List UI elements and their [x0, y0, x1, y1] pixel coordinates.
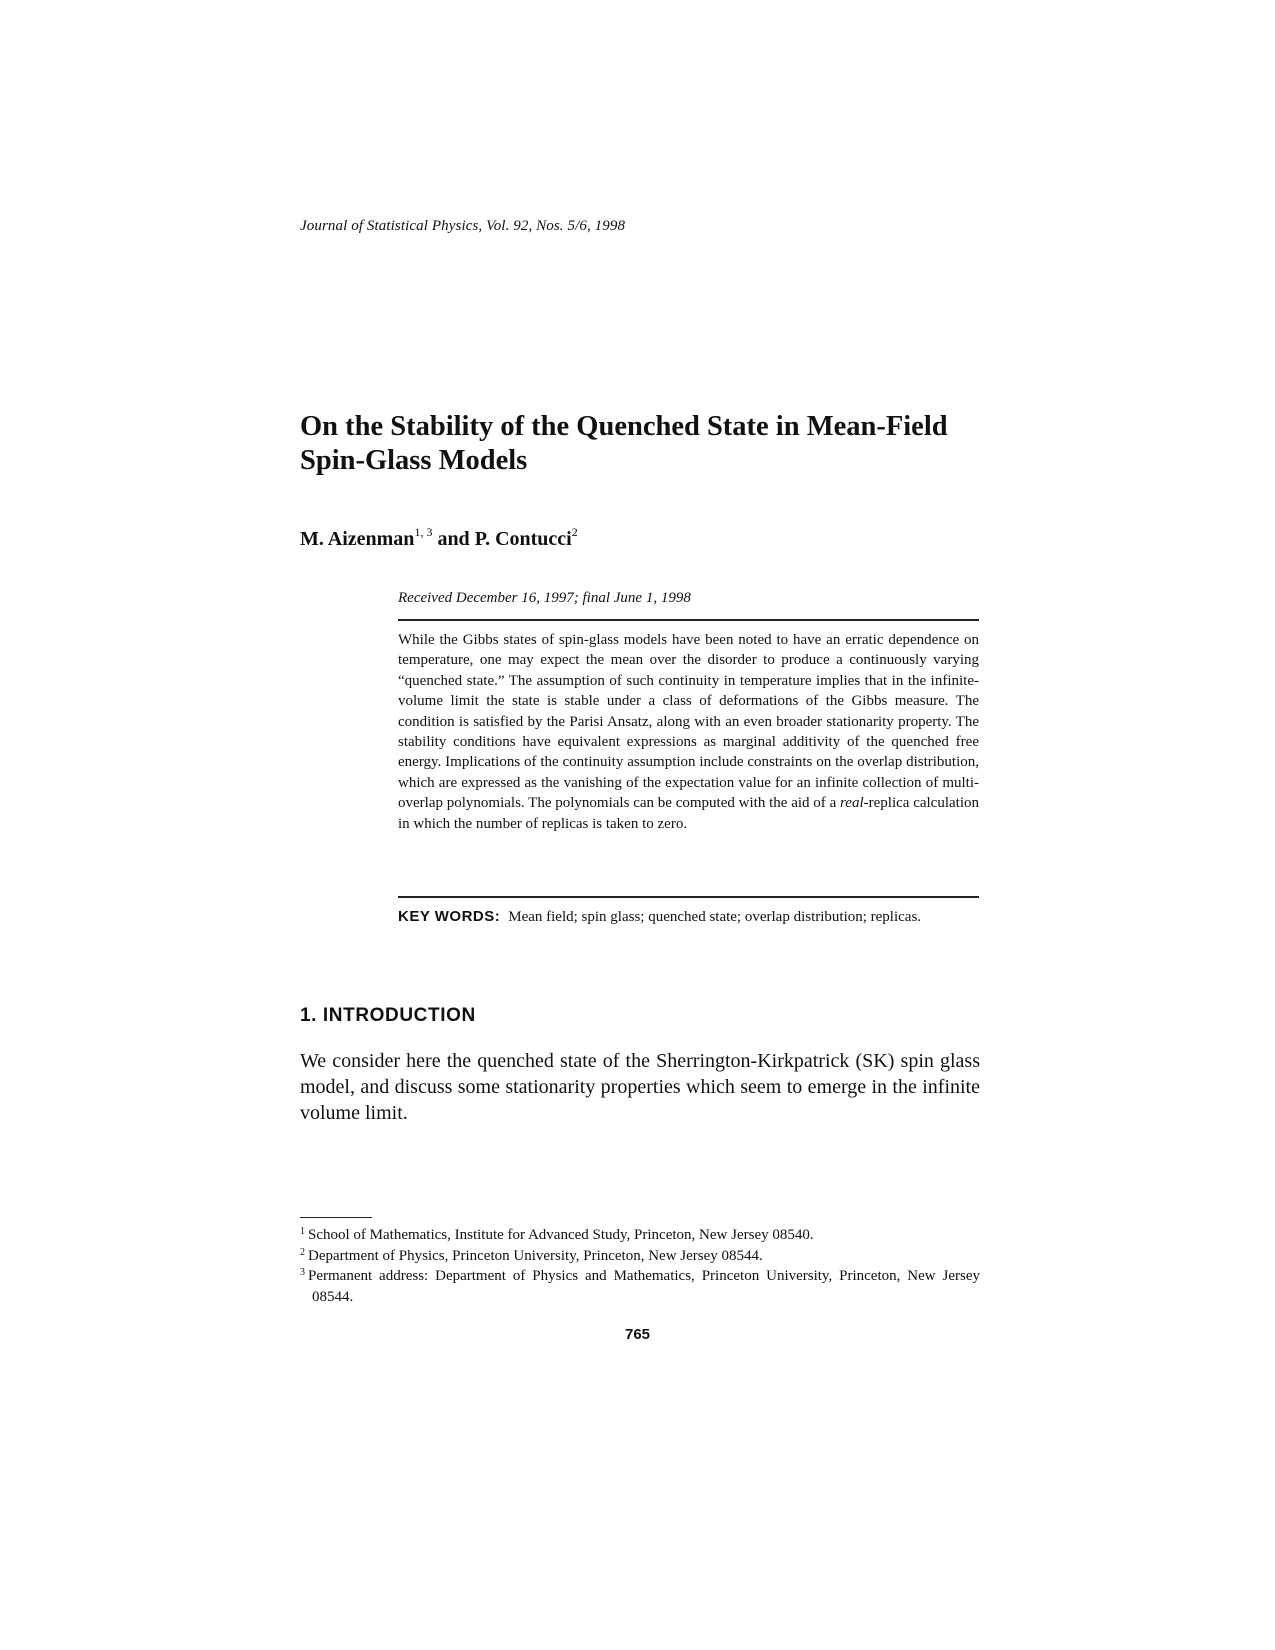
author-line: [300, 525, 578, 551]
footnote-text: Department of Physics, Princeton University, Princeton, New Jersey 08544.: [308, 1247, 763, 1264]
author1-affiliation-mark: 1, 3: [414, 525, 433, 539]
footnote-mark: 2: [300, 1246, 305, 1258]
keywords-label: KEY WORDS:: [398, 908, 501, 925]
abstract-italic-real: real: [840, 795, 864, 812]
abstract: [398, 630, 979, 834]
journal-citation: Journal of Statistical Physics, Vol. 92, Nos. 5/6, 1998: [300, 218, 626, 234]
received-dates: Received December 16, 1997; final June 1, 1998: [398, 590, 691, 606]
footnote: [300, 1225, 980, 1246]
page-number: 765: [624, 1326, 651, 1343]
section-heading-introduction: 1. INTRODUCTION: [300, 1005, 476, 1026]
keywords-text: Mean field; spin glass; quenched state; overlap distribution; replicas.: [508, 909, 922, 925]
introduction-paragraph: We consider here the quenched state of the Sherrington-Kirkpatrick (SK) spin glass model, and discuss some stationarity properties which seem to emerge in the infinite volume limit.: [300, 1050, 980, 1124]
footnotes: [300, 1225, 980, 1307]
abstract-text-2: -replica calculation in which the number of replicas is taken to zero.: [398, 795, 979, 832]
footnote: [300, 1246, 980, 1267]
footnote-mark: 3: [300, 1267, 305, 1278]
footnote-text: Permanent address: Department of Physics and Mathematics, Princeton University, Princeton, New Jersey 08544.: [308, 1268, 980, 1305]
author-conjunction: and: [432, 528, 475, 550]
paper-title: On the Stability of the Quenched State in Mean-Field Spin-Glass Models: [300, 411, 948, 476]
abstract-text-1: While the Gibbs states of spin-glass models have been noted to have an erratic dependence on temperature, one may expect the mean over the disorder to produce a continuously varying “quenched state.” The assumption of such continuity in temperature implies that in the infinite-volume limit the state is stable under a class of deformations of the Gibbs measure. The condition is satisfied by the Parisi Ansatz, along with an even broader stationarity property. The stability conditions have equivalent expressions as marginal additivity of the quenched free energy. Implications of the continuity assumption include constraints on the overlap distribution, which are expressed as the vanishing of the expectation value for an infinite collection of multi- overlap polynomials. The polynomials can be computed with the aid of a: [398, 632, 979, 812]
abstract-top-rule: [398, 619, 979, 621]
footnote: [300, 1266, 980, 1307]
author-aizenman: M. Aizenman: [300, 528, 415, 550]
footnote-text: School of Mathematics, Institute for Advanced Study, Princeton, New Jersey 08540.: [308, 1227, 814, 1243]
footnote-mark: 1: [300, 1226, 305, 1237]
author2-affiliation-mark: 2: [571, 525, 578, 539]
keywords: [398, 907, 979, 927]
author-contucci: P. Contucci: [474, 528, 572, 550]
abstract-bottom-rule: [398, 896, 979, 898]
footnote-rule: [300, 1217, 372, 1218]
